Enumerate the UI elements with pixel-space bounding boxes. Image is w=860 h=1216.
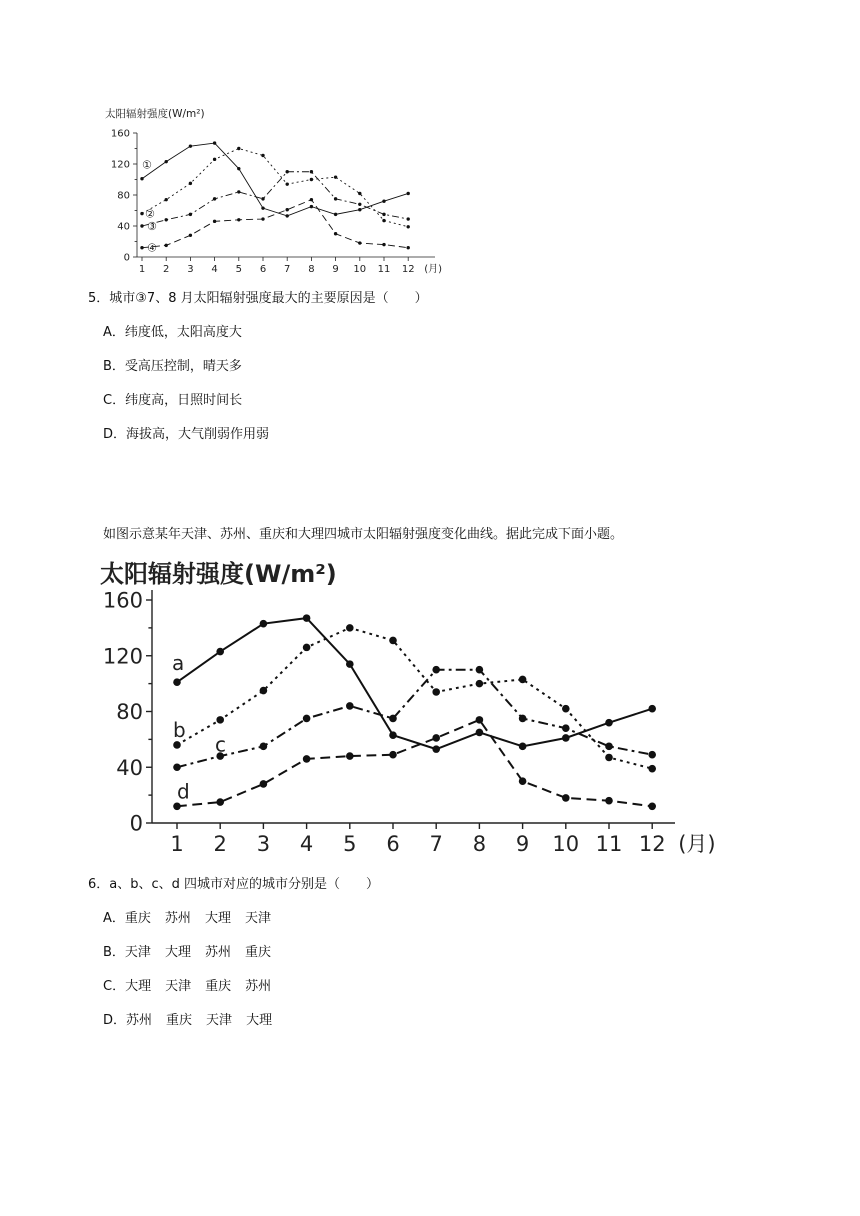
series-label: a bbox=[172, 651, 185, 676]
data-point bbox=[605, 797, 613, 805]
data-point bbox=[432, 734, 440, 742]
data-point bbox=[358, 203, 361, 206]
data-point bbox=[382, 219, 385, 222]
q5-option-d[interactable] bbox=[103, 426, 269, 444]
data-point bbox=[562, 794, 570, 802]
option-text: 纬度高，日照时间长 bbox=[125, 393, 243, 408]
data-point bbox=[519, 777, 527, 785]
y-tick-label: 160 bbox=[102, 588, 143, 613]
data-point bbox=[237, 190, 240, 193]
y-tick-label: 0 bbox=[129, 811, 143, 836]
x-tick-label: 12 bbox=[401, 264, 415, 275]
data-point bbox=[189, 234, 192, 237]
series-label: b bbox=[173, 717, 186, 742]
data-point bbox=[173, 763, 181, 771]
option-letter: A． bbox=[103, 325, 125, 340]
data-point bbox=[476, 716, 484, 724]
data-point bbox=[286, 170, 289, 173]
y-tick-label: 120 bbox=[110, 159, 130, 171]
data-point bbox=[346, 660, 354, 668]
option-city: 重庆 bbox=[244, 945, 271, 960]
option-letter: B． bbox=[103, 359, 125, 374]
option-letter: B． bbox=[103, 945, 125, 960]
data-point bbox=[389, 715, 397, 723]
data-point bbox=[334, 175, 337, 178]
data-point bbox=[173, 741, 181, 749]
x-tick-label: 5 bbox=[343, 832, 357, 856]
data-point bbox=[358, 241, 361, 244]
option-city: 天津 bbox=[206, 1013, 233, 1028]
x-tick-label: 10 bbox=[353, 264, 367, 275]
x-tick-label: 8 bbox=[472, 832, 487, 856]
data-point bbox=[216, 716, 224, 724]
option-city: 天津 bbox=[124, 945, 151, 960]
data-point bbox=[648, 802, 656, 810]
data-point bbox=[605, 743, 613, 751]
data-point bbox=[140, 224, 143, 227]
q6-option-a[interactable] bbox=[103, 910, 271, 928]
y-tick-label: 40 bbox=[116, 755, 143, 780]
series-label: ④ bbox=[147, 241, 157, 255]
chart-title: 太阳辐射强度(W/m²) bbox=[105, 108, 205, 120]
data-point bbox=[213, 158, 216, 161]
data-point bbox=[260, 780, 268, 788]
q6-option-b[interactable] bbox=[103, 944, 271, 962]
data-point bbox=[648, 751, 656, 759]
data-point bbox=[260, 620, 268, 628]
data-point bbox=[648, 705, 656, 713]
data-point bbox=[407, 246, 410, 249]
data-point bbox=[140, 246, 143, 249]
data-point bbox=[382, 213, 385, 216]
data-point bbox=[432, 688, 440, 696]
data-point bbox=[346, 752, 354, 760]
x-tick-label: 6 bbox=[386, 832, 400, 856]
option-city: 苏州 bbox=[245, 979, 272, 994]
chart-small-radiation bbox=[95, 100, 465, 285]
data-point bbox=[303, 755, 311, 763]
data-point bbox=[389, 637, 397, 645]
x-tick-label: 3 bbox=[187, 264, 194, 275]
data-point bbox=[140, 212, 143, 215]
x-tick-label: 11 bbox=[377, 264, 391, 275]
data-point bbox=[165, 160, 168, 163]
data-point bbox=[562, 724, 570, 732]
y-tick-label: 0 bbox=[123, 252, 130, 264]
data-point bbox=[432, 745, 440, 753]
data-point bbox=[310, 198, 313, 201]
data-point bbox=[173, 802, 181, 810]
option-letter: D． bbox=[103, 1013, 127, 1028]
question-5-stem: 5．城市③7、8 月太阳辐射强度最大的主要原因是（ ） bbox=[88, 291, 428, 306]
data-point bbox=[261, 154, 264, 157]
data-point bbox=[303, 644, 311, 652]
data-point bbox=[334, 197, 337, 200]
data-point bbox=[261, 206, 264, 209]
data-point bbox=[140, 177, 143, 180]
option-city: 苏州 bbox=[164, 911, 191, 926]
data-point bbox=[237, 218, 240, 221]
data-point bbox=[407, 217, 410, 220]
data-point bbox=[562, 705, 570, 713]
data-point bbox=[476, 666, 484, 674]
data-point bbox=[648, 765, 656, 773]
y-tick-label: 160 bbox=[110, 128, 130, 140]
x-tick-label: 1 bbox=[138, 264, 146, 275]
option-city: 重庆 bbox=[205, 979, 232, 994]
q5-option-b[interactable] bbox=[103, 358, 242, 376]
data-point bbox=[216, 648, 224, 656]
x-tick-label: 12 bbox=[638, 832, 666, 856]
data-point bbox=[476, 680, 484, 688]
option-letter: C． bbox=[103, 393, 126, 408]
series-line bbox=[177, 628, 652, 769]
option-letter: C． bbox=[103, 979, 126, 994]
series-line bbox=[177, 670, 652, 768]
series-label: ② bbox=[145, 207, 155, 221]
series-label: c bbox=[215, 732, 226, 757]
y-tick-label: 120 bbox=[102, 644, 143, 669]
data-point bbox=[286, 182, 289, 185]
data-point bbox=[562, 734, 570, 742]
data-point bbox=[358, 208, 361, 211]
x-tick-label: 7 bbox=[284, 264, 291, 275]
data-point bbox=[358, 192, 361, 195]
q6-option-c[interactable] bbox=[103, 978, 271, 996]
option-city: 大理 bbox=[204, 911, 231, 926]
data-point bbox=[286, 208, 289, 211]
data-point bbox=[310, 170, 313, 173]
x-unit-label: (月) bbox=[678, 832, 716, 856]
x-tick-label: 2 bbox=[213, 832, 227, 856]
x-tick-label: 10 bbox=[552, 832, 580, 856]
series-label: ③ bbox=[147, 220, 157, 233]
series-label: d bbox=[177, 779, 190, 804]
data-point bbox=[605, 719, 613, 727]
option-text: 受高压控制，晴天多 bbox=[124, 359, 242, 374]
option-city: 苏州 bbox=[204, 945, 231, 960]
series-line bbox=[177, 618, 652, 749]
x-tick-label: 6 bbox=[259, 264, 267, 275]
data-point bbox=[519, 743, 527, 751]
x-tick-label: 4 bbox=[299, 832, 314, 856]
q5-option-a[interactable] bbox=[103, 324, 242, 342]
data-point bbox=[213, 197, 216, 200]
data-point bbox=[389, 751, 397, 759]
data-point bbox=[165, 198, 168, 201]
option-letter: D． bbox=[103, 427, 127, 442]
data-point bbox=[237, 167, 240, 170]
y-tick-label: 40 bbox=[117, 221, 130, 233]
data-point bbox=[189, 182, 192, 185]
option-city: 大理 bbox=[246, 1013, 273, 1028]
data-point bbox=[605, 754, 613, 762]
data-point bbox=[261, 217, 264, 220]
data-point bbox=[260, 687, 268, 695]
option-city: 重庆 bbox=[124, 911, 151, 926]
data-point bbox=[216, 798, 224, 806]
data-point bbox=[389, 731, 397, 739]
x-tick-label: 2 bbox=[163, 264, 170, 275]
x-tick-label: 7 bbox=[429, 832, 443, 856]
data-point bbox=[303, 715, 311, 723]
x-tick-label: 4 bbox=[211, 264, 218, 275]
series-line bbox=[142, 172, 408, 226]
data-point bbox=[189, 213, 192, 216]
data-point bbox=[407, 225, 410, 228]
data-point bbox=[213, 220, 216, 223]
x-tick-label: 5 bbox=[235, 264, 242, 275]
option-city: 天津 bbox=[165, 979, 192, 994]
data-point bbox=[213, 141, 216, 144]
data-point bbox=[261, 197, 264, 200]
option-city: 天津 bbox=[244, 911, 271, 926]
series-label: ① bbox=[142, 158, 152, 172]
data-point bbox=[310, 178, 313, 181]
option-letter: A． bbox=[103, 911, 125, 926]
x-unit-label: (月) bbox=[424, 264, 443, 275]
data-point bbox=[189, 144, 192, 147]
option-city: 大理 bbox=[125, 979, 152, 994]
q6-option-d[interactable] bbox=[103, 1012, 272, 1030]
data-point bbox=[476, 729, 484, 737]
data-point bbox=[346, 624, 354, 632]
data-point bbox=[260, 743, 268, 751]
data-point bbox=[165, 218, 168, 221]
data-point bbox=[382, 200, 385, 203]
data-point bbox=[303, 614, 311, 622]
data-point bbox=[286, 214, 289, 217]
data-point bbox=[519, 676, 527, 684]
data-point bbox=[432, 666, 440, 674]
chart-title: 太阳辐射强度(W/m²) bbox=[100, 560, 337, 588]
x-tick-label: 1 bbox=[170, 832, 184, 856]
y-tick-label: 80 bbox=[116, 700, 143, 725]
option-text: 纬度低，太阳高度大 bbox=[124, 325, 242, 340]
option-city: 重庆 bbox=[166, 1013, 193, 1028]
chart-large-radiation bbox=[95, 552, 735, 870]
data-point bbox=[346, 702, 354, 710]
data-point bbox=[237, 147, 240, 150]
data-point bbox=[173, 678, 181, 686]
data-point bbox=[165, 244, 168, 247]
x-tick-label: 9 bbox=[332, 264, 339, 275]
data-point bbox=[334, 232, 337, 235]
data-point bbox=[519, 715, 527, 723]
data-point bbox=[334, 213, 337, 216]
option-city: 大理 bbox=[164, 945, 191, 960]
question-6-stem: 6．a、b、c、d 四城市对应的城市分别是（ ） bbox=[88, 877, 380, 892]
series-line bbox=[142, 149, 408, 227]
option-city: 苏州 bbox=[126, 1013, 153, 1028]
y-tick-label: 80 bbox=[117, 190, 130, 202]
data-point bbox=[407, 192, 410, 195]
data-point bbox=[310, 205, 313, 208]
x-tick-label: 3 bbox=[256, 832, 271, 856]
q5-option-c[interactable] bbox=[103, 392, 242, 410]
data-point bbox=[382, 243, 385, 246]
x-tick-label: 8 bbox=[308, 264, 315, 275]
x-tick-label: 11 bbox=[595, 832, 623, 856]
x-tick-label: 9 bbox=[515, 832, 530, 856]
intro-text: 如图示意某年天津、苏州、重庆和大理四城市太阳辐射强度变化曲线。据此完成下面小题。 bbox=[103, 527, 624, 542]
option-text: 海拔高，大气削弱作用弱 bbox=[126, 427, 270, 442]
series-line bbox=[142, 143, 408, 216]
